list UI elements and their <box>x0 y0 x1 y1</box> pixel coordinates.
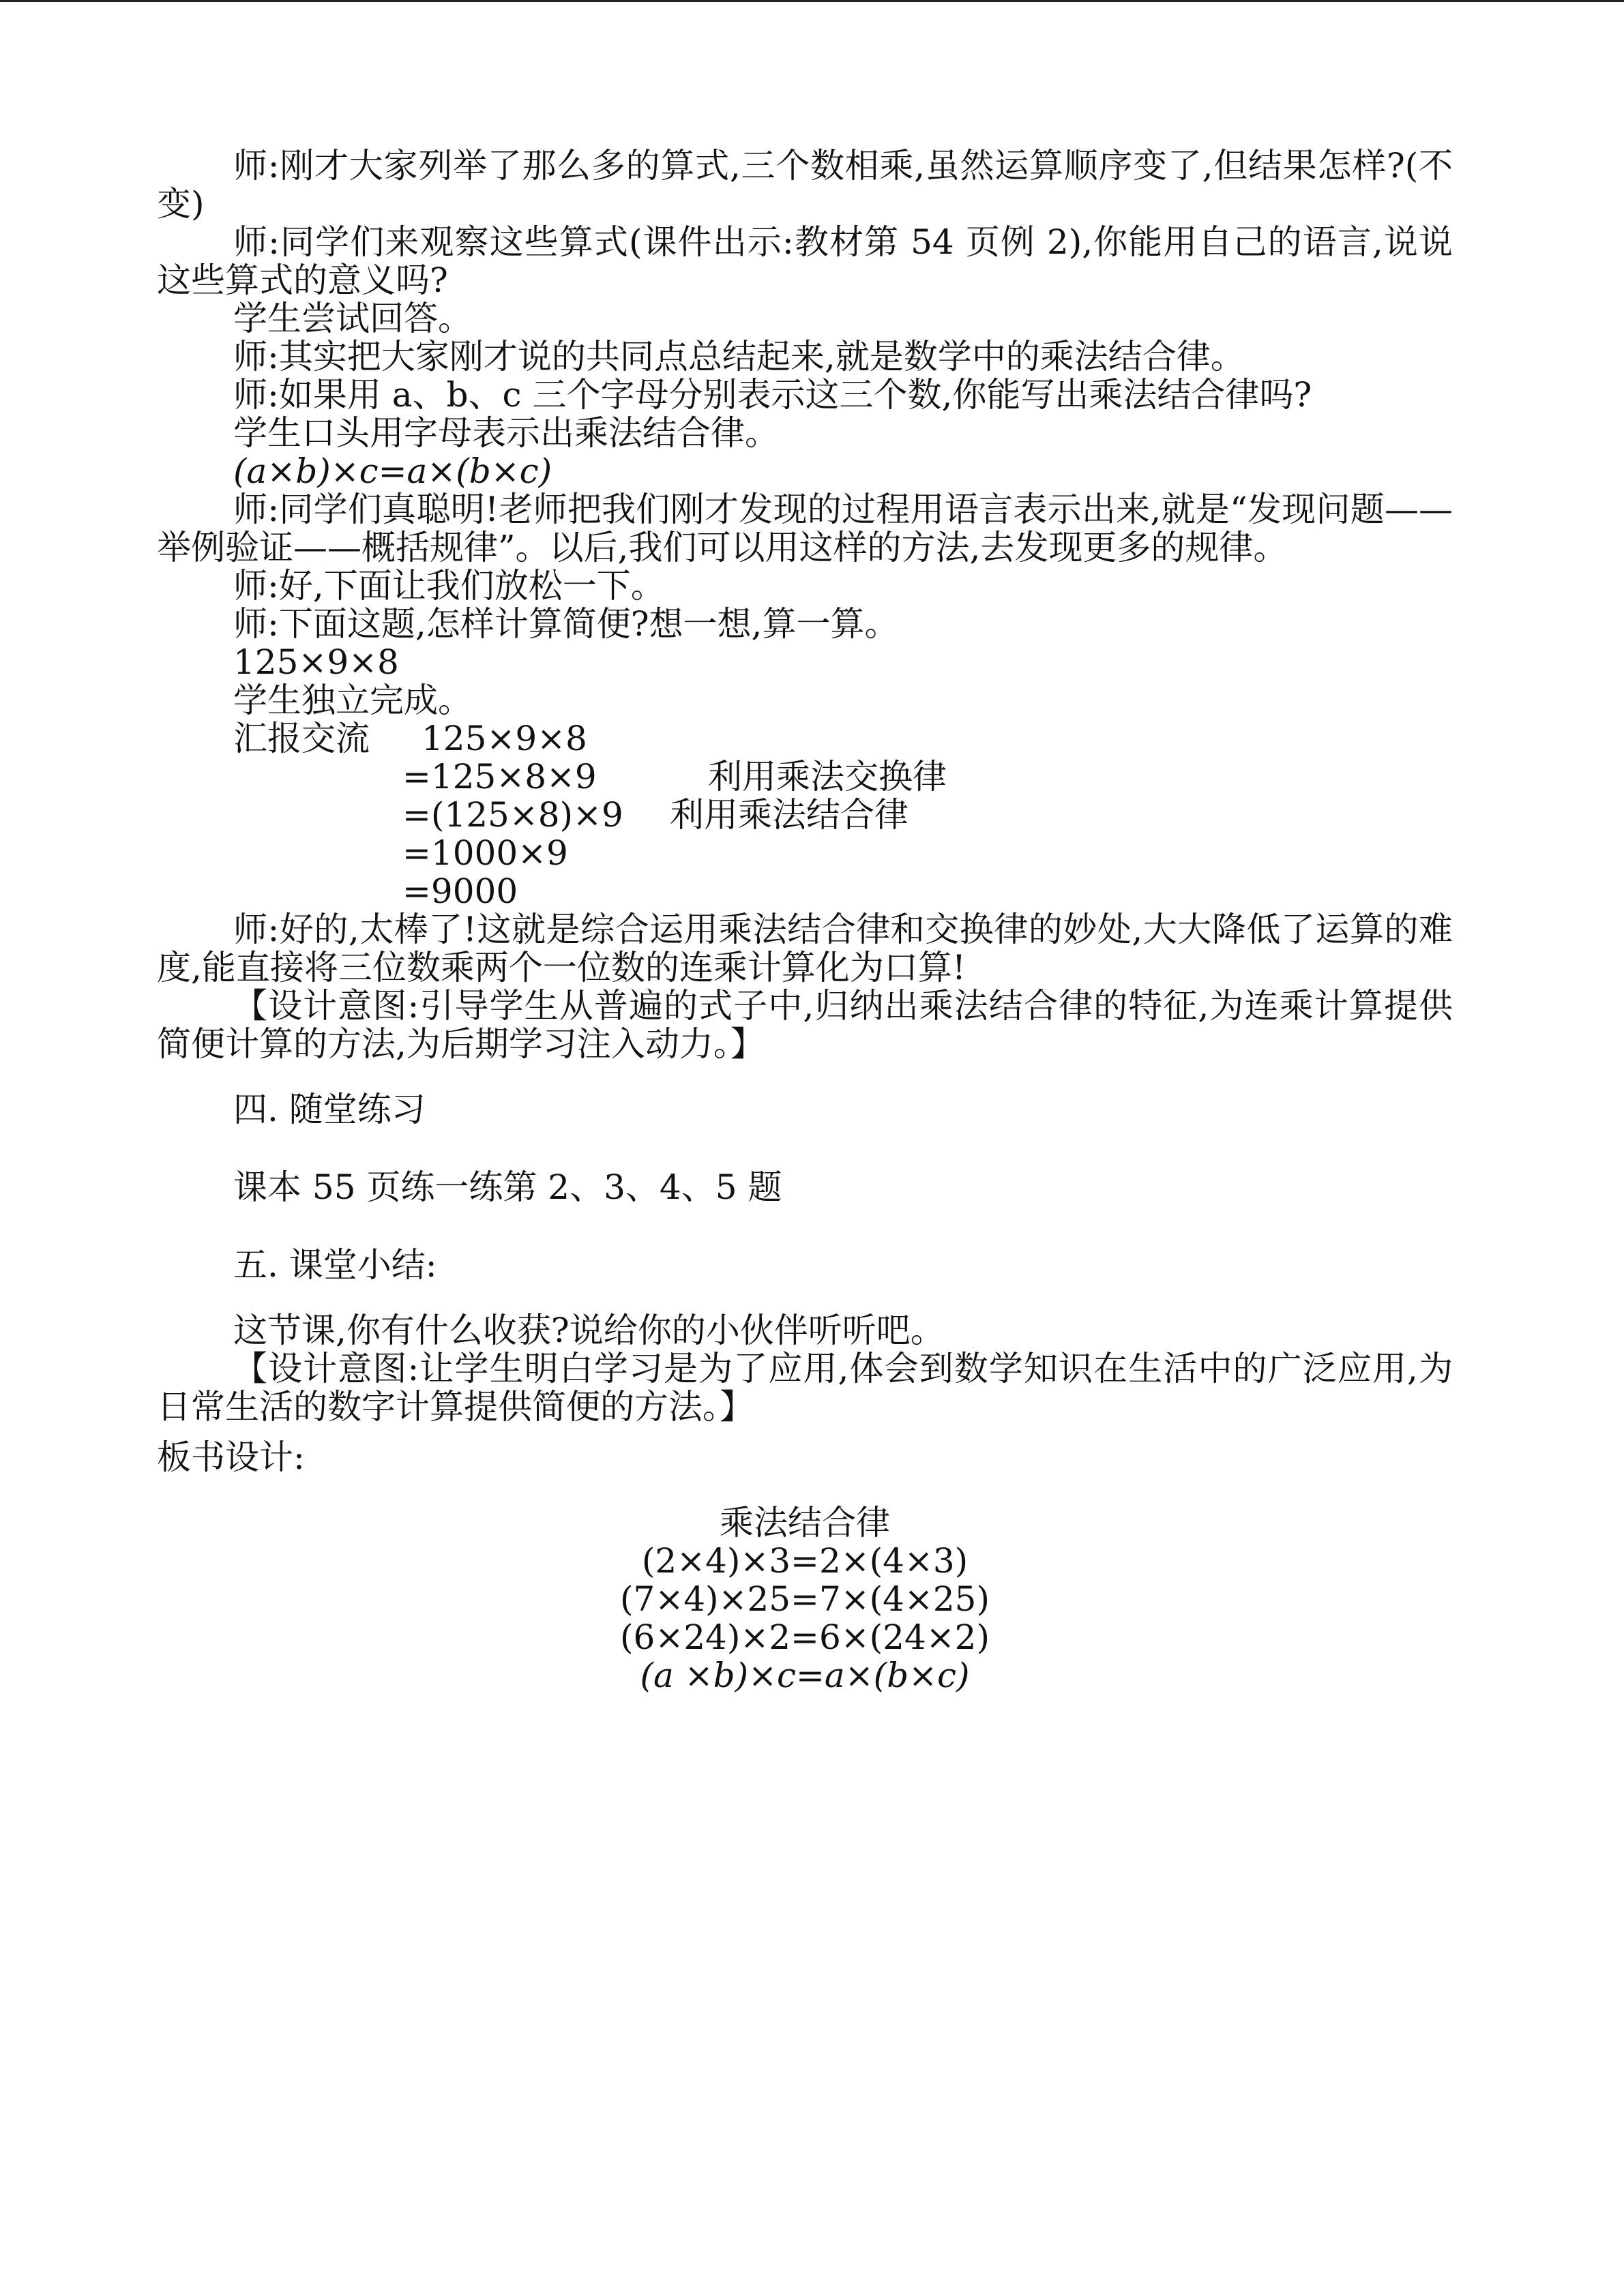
board-equation-3: (6×24)×2=6×(24×2) <box>620 1617 990 1657</box>
board-design <box>157 1504 1453 1695</box>
formula-associative-law: (a×b)×c=a×(b×c) <box>233 451 552 491</box>
calc-row-2 <box>157 758 1453 796</box>
calc-step-2-note: 利用乘法交换律 <box>708 757 947 796</box>
calculation-steps <box>157 719 1453 910</box>
paragraph-summary-law: 师:其实把大家刚才说的共同点总结起来,就是数学中的乘法结合律。 <box>233 337 1245 376</box>
calc-row-4 <box>157 834 1453 872</box>
section-5-body: 这节课,你有什么收获?说给你的小伙伴听听吧。 <box>233 1311 945 1350</box>
calc-step-3-note: 利用乘法结合律 <box>670 795 909 835</box>
page-top-border <box>0 0 1624 2</box>
paragraph-great-job: 师:好的,太棒了!这就是综合运用乘法结合律和交换律的妙处,大大降低了运算的难度,能直接将三位数乘两个一位数的连乘计算化为口算! <box>157 910 1453 987</box>
calc-step-3: =(125×8)×9 <box>402 795 623 835</box>
paragraph-student-attempt: 学生尝试回答。 <box>233 299 472 338</box>
paragraph-relax: 师:好,下面让我们放松一下。 <box>233 566 665 606</box>
paragraph-design-intent-1: 【设计意图:引导学生从普遍的式子中,归纳出乘法结合律的特征,为连乘计算提供简便计算的方法,为后期学习注入动力。】 <box>157 986 1453 1064</box>
section-4-body: 课本 55 页练一练第 2、3、4、5 题 <box>233 1167 782 1207</box>
board-equation-general: (a ×b)×c=a×(b×c) <box>640 1656 970 1695</box>
paragraph-letters-question: 师:如果用 a、b、c 三个字母分别表示这三个数,你能写出乘法结合律吗? <box>233 375 1312 415</box>
paragraph-result-question: 师:刚才大家列举了那么多的算式,三个数相乘,虽然运算顺序变了,但结果怎样?(不变) <box>157 146 1453 224</box>
paragraph-independent: 学生独立完成。 <box>233 681 472 720</box>
paragraph-simple-calc-question: 师:下面这题,怎样计算简便?想一想,算一算。 <box>233 604 899 644</box>
board-title: 乘法结合律 <box>720 1503 890 1542</box>
calc-step-5: =9000 <box>402 871 518 911</box>
paragraph-teacher-praise: 师:同学们真聪明!老师把我们刚才发现的过程用语言表示出来,就是“发现问题——举例验证——概括规律”。以后,我们可以用这样的方法,去发现更多的规律。 <box>157 490 1453 567</box>
calc-step-2: =125×8×9 <box>402 757 597 796</box>
paragraph-students-letters: 学生口头用字母表示出乘法结合律。 <box>233 413 779 453</box>
board-equation-1: (2×4)×3=2×(4×3) <box>641 1541 969 1581</box>
calc-label: 汇报交流 <box>233 719 370 758</box>
lesson-plan-document <box>157 147 1453 1695</box>
section-5-heading: 五. 课堂小结: <box>233 1245 437 1285</box>
calc-step-1: 125×9×8 <box>422 719 587 758</box>
calc-row-1 <box>157 719 1453 758</box>
board-design-label: 板书设计: <box>157 1437 305 1477</box>
section-4-heading: 四. 随堂练习 <box>233 1090 426 1129</box>
expression-exercise: 125×9×8 <box>233 642 399 682</box>
calc-step-4: =1000×9 <box>402 833 568 873</box>
paragraph-design-intent-2: 【设计意图:让学生明白学习是为了应用,体会到数学知识在生活中的广泛应用,为日常生活的数字计算提供简便的方法。】 <box>157 1349 1453 1427</box>
calc-row-3 <box>157 796 1453 834</box>
calc-row-5 <box>157 872 1453 910</box>
board-equation-2: (7×4)×25=7×(4×25) <box>620 1579 990 1619</box>
paragraph-observe-formulas: 师:同学们来观察这些算式(课件出示:教材第 54 页例 2),你能用自己的语言,说说这些算式的意义吗? <box>157 222 1453 300</box>
